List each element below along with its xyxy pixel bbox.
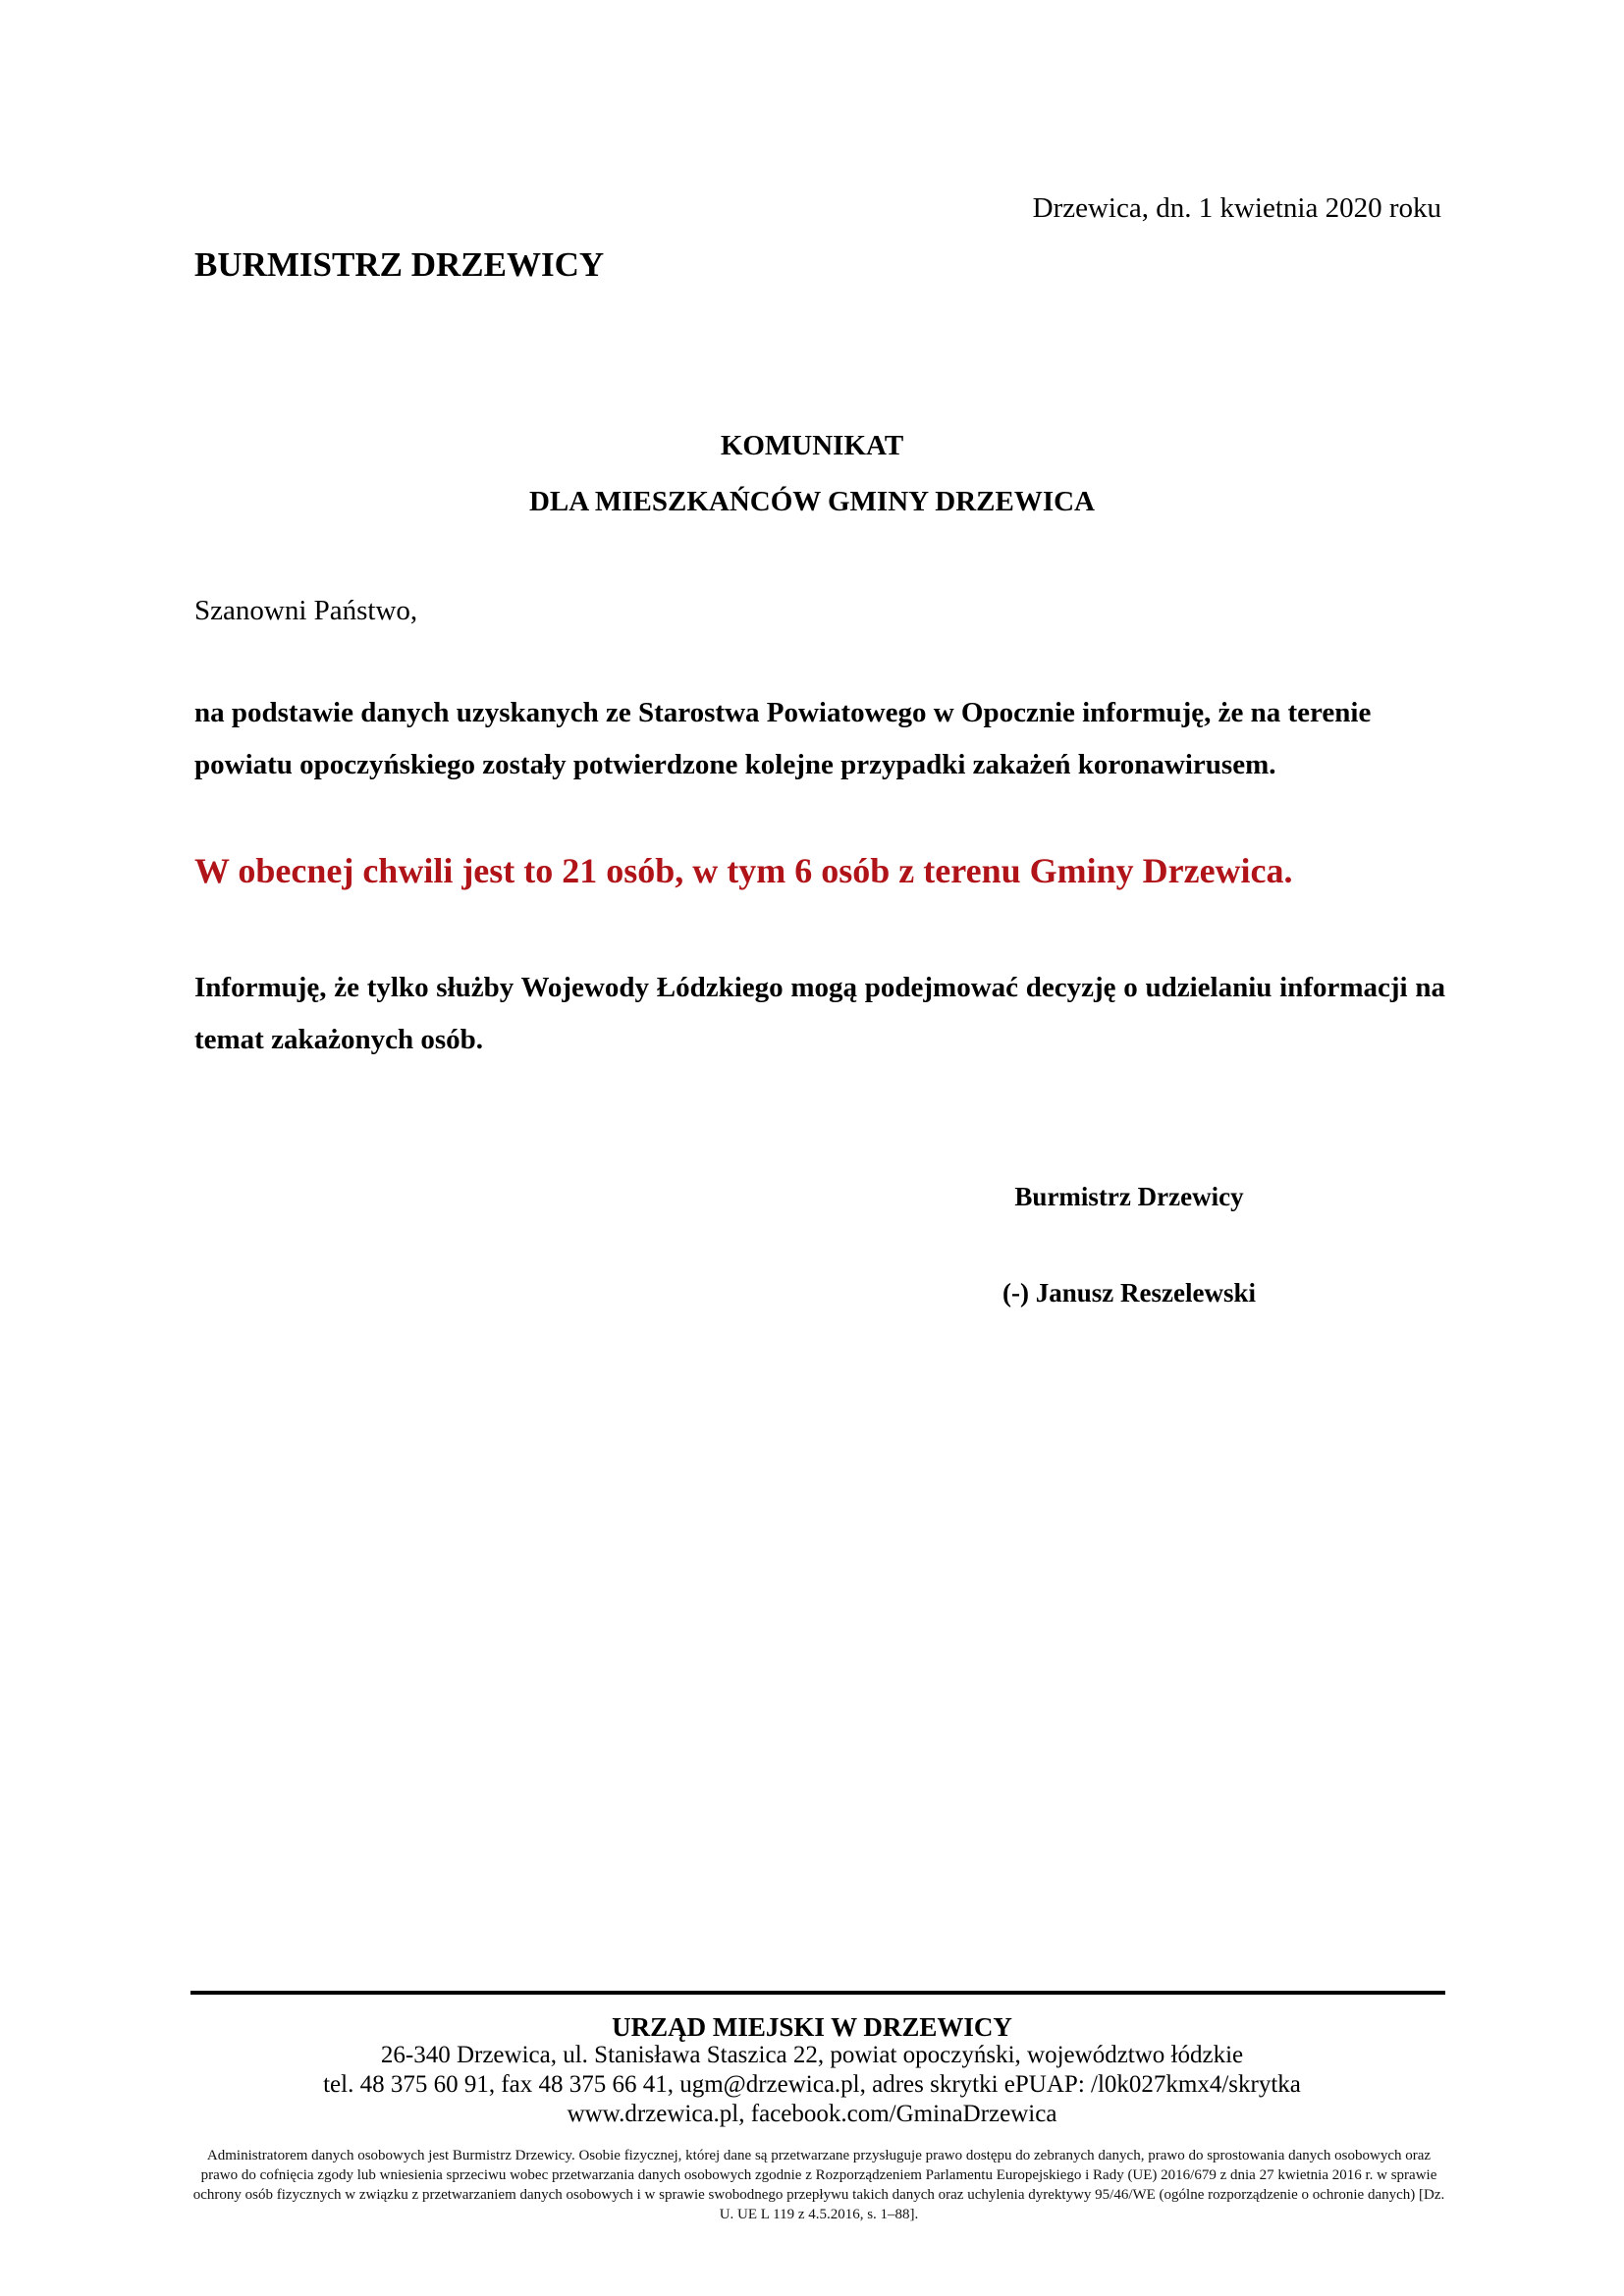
document-subtitle: DLA MIESZKAŃCÓW GMINY DRZEWICA (528, 486, 1096, 517)
footer-gdpr-notice: Administratorem danych osobowych jest Burmistrz Drzewicy. Osobie fizycznej, której dane są przetwarzane przysługuje prawo dostępu do zebranych danych, prawo do sprostowania danych osobowych oraz prawo do cofnięcia zgody lub wniesienia sprzeciwu wobec przetwarzania danych osobowych zgodnie z Rozporządzeniem Parlamentu Europejskiego i Rady (UE) 2016/679 z dnia 27 kwietnia 2016 r. w sprawie ochrony osób fizycznych w związku z przetwarzaniem danych osobowych i w sprawie swobodnego przepływu takich danych oraz uchylenia dyrektywy 95/46/WE (ogólne rozporządzenie o ochronie danych) [Dz. U. UE L 119 z 4.5.2016, s. 1–88]. (192, 2148, 1445, 2222)
paragraph-intro-line-2: powiatu opoczyńskiego zostały potwierdzone kolejne przypadki zakażeń koronawirusem. (194, 749, 1276, 780)
paragraph-intro (194, 687, 1445, 791)
greeting: Szanowni Państwo, (194, 595, 418, 626)
signature-role: Burmistrz Drzewicy (1014, 1182, 1244, 1211)
paragraph-intro-line-1: na podstawie danych uzyskanych ze Starostwa Powiatowego w Opocznie informuję, że na terenie (194, 697, 1372, 728)
footer-office-name: URZĄD MIEJSKI W DRZEWICY (612, 2012, 1012, 2042)
footer-divider (190, 1991, 1445, 1995)
document-title: KOMUNIKAT (720, 430, 904, 461)
footer-contact: tel. 48 375 60 91, fax 48 375 66 41, ugm@drzewica.pl, adres skrytki ePUAP: /l0k027kmx4/skrytka (323, 2071, 1301, 2098)
signature-name: (-) Janusz Reszelewski (1002, 1278, 1256, 1308)
document-date: Drzewica, dn. 1 kwietnia 2020 roku (1032, 192, 1441, 224)
issuer-heading: BURMISTRZ DRZEWICY (194, 245, 605, 284)
paragraph-information-policy: Informuję, że tylko służby Wojewody Łódzkiego mogą podejmować decyzję o udzielaniu informacji na temat zakażonych osób. (194, 972, 1445, 1055)
case-count-highlight: W obecnej chwili jest to 21 osób, w tym 6 osób z terenu Gminy Drzewica. (194, 851, 1293, 890)
footer-web-links: www.drzewica.pl, facebook.com/GminaDrzewica (567, 2101, 1057, 2127)
footer-address: 26-340 Drzewica, ul. Stanisława Staszica 22, powiat opoczyński, województwo łódzkie (380, 2042, 1244, 2068)
